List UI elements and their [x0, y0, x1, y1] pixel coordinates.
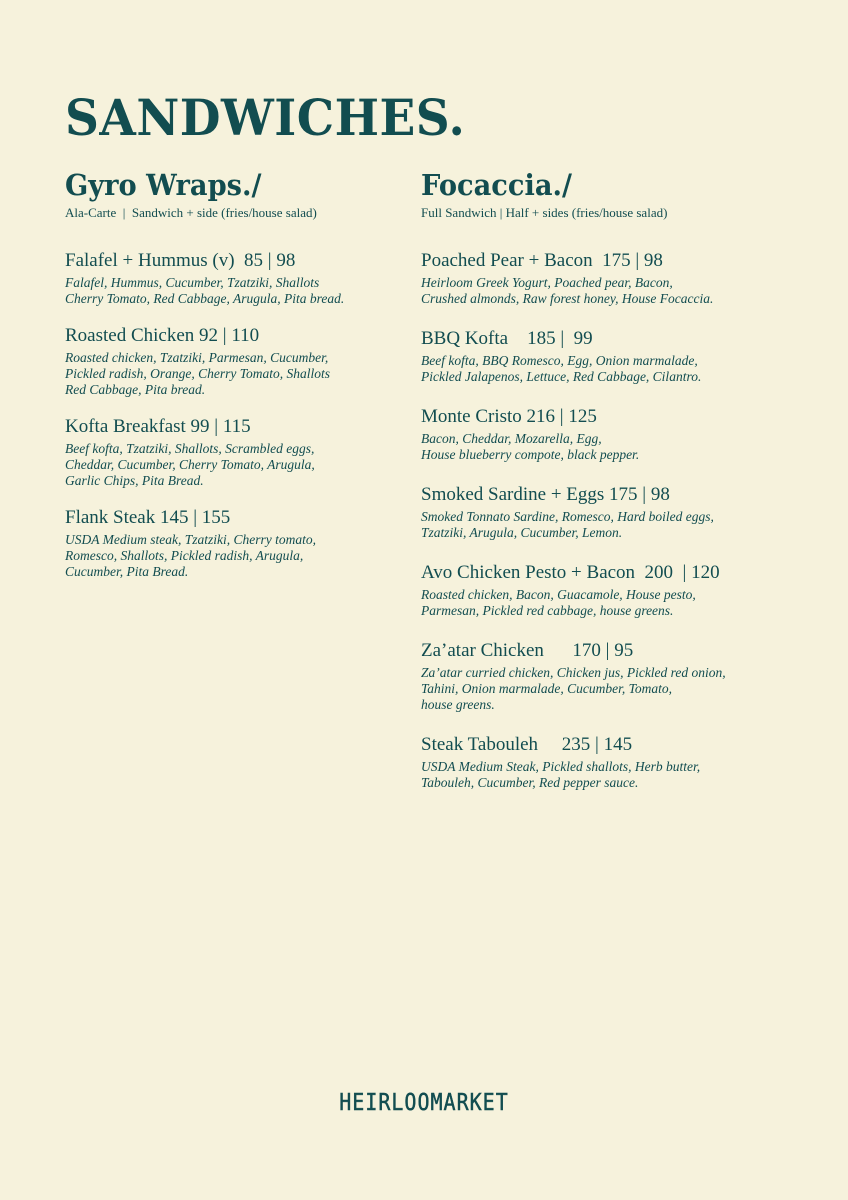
menu-item	[421, 249, 821, 307]
menu-item-description: Beef kofta, BBQ Romesco, Egg, Onion marmalade, Pickled Jalapenos, Lettuce, Red Cabbage, Cilantro.	[421, 353, 702, 384]
menu-item	[421, 483, 821, 541]
menu-item-description: Heirloom Greek Yogurt, Poached pear, Bacon, Crushed almonds, Raw forest honey, House Focaccia.	[421, 275, 714, 306]
menu-item	[421, 405, 821, 463]
menu-item	[421, 639, 821, 713]
section-subtitle: Ala-Carte | Sandwich + side (fries/house salad)	[65, 205, 317, 220]
menu-item-name: Kofta Breakfast 99 | 115	[65, 416, 251, 437]
menu-item-name: Flank Steak 145 | 155	[65, 507, 231, 528]
menu-item-description: USDA Medium Steak, Pickled shallots, Herb butter, Tabouleh, Cucumber, Red pepper sauce.	[421, 759, 701, 790]
page-title: SANDWICHES.	[65, 88, 466, 147]
menu-item-description: USDA Medium steak, Tzatziki, Cherry tomato, Romesco, Shallots, Pickled radish, Arugula, Cucumber, Pita Bread.	[65, 532, 316, 579]
menu-item-description: Smoked Tonnato Sardine, Romesco, Hard boiled eggs, Tzatziki, Arugula, Cucumber, Lemon.	[421, 509, 714, 540]
menu-item	[65, 506, 405, 580]
menu-item-list	[421, 249, 821, 791]
menu-item	[421, 561, 821, 619]
menu-item-name: Falafel + Hummus (v) 85 | 98	[65, 250, 296, 271]
menu-item-description: Za’atar curried chicken, Chicken jus, Pickled red onion, Tahini, Onion marmalade, Cucumber, Tomato, house greens.	[421, 665, 726, 712]
menu-item	[421, 733, 821, 791]
menu-item	[421, 327, 821, 385]
menu-item-name: Roasted Chicken 92 | 110	[65, 325, 260, 346]
menu-item-name: Za’atar Chicken 170 | 95	[421, 640, 634, 661]
menu-item-description: Falafel, Hummus, Cucumber, Tzatziki, Shallots Cherry Tomato, Red Cabbage, Arugula, Pita bread.	[65, 275, 345, 306]
menu-item-description: Bacon, Cheddar, Mozarella, Egg, House blueberry compote, black pepper.	[421, 431, 640, 462]
section-focaccia	[421, 166, 821, 811]
menu-item	[65, 249, 405, 307]
menu-item-name: Monte Cristo 216 | 125	[421, 406, 597, 427]
menu-item-name: Smoked Sardine + Eggs 175 | 98	[421, 484, 670, 505]
logo-wordmark	[339, 1088, 509, 1116]
menu-item-name: Poached Pear + Bacon 175 | 98	[421, 250, 663, 271]
menu-item-list	[65, 249, 405, 580]
menu-item-name: BBQ Kofta 185 | 99	[421, 328, 593, 349]
menu-item-description: Roasted chicken, Bacon, Guacamole, House pesto, Parmesan, Pickled red cabbage, house greens.	[421, 587, 696, 618]
section-subtitle: Full Sandwich | Half + sides (fries/house salad)	[421, 205, 668, 220]
menu-item	[65, 324, 405, 398]
section-title: Focaccia./	[421, 168, 572, 202]
section-gyro-wraps	[65, 166, 405, 597]
menu-item-name: Avo Chicken Pesto + Bacon 200 | 120	[421, 562, 720, 583]
menu-item-description: Beef kofta, Tzatziki, Shallots, Scrambled eggs, Cheddar, Cucumber, Cherry Tomato, Arugula, Garlic Chips, Pita Bread.	[65, 441, 315, 488]
section-title: Gyro Wraps./	[65, 168, 262, 202]
logo-text: HEIRLOOMARKET	[339, 1089, 509, 1116]
menu-item-name: Steak Tabouleh 235 | 145	[421, 734, 633, 755]
menu-item	[65, 415, 405, 489]
brand-logo	[0, 1088, 848, 1120]
menu-item-description: Roasted chicken, Tzatziki, Parmesan, Cucumber, Pickled radish, Orange, Cherry Tomato, Shallots Red Cabbage, Pita bread.	[65, 350, 330, 397]
